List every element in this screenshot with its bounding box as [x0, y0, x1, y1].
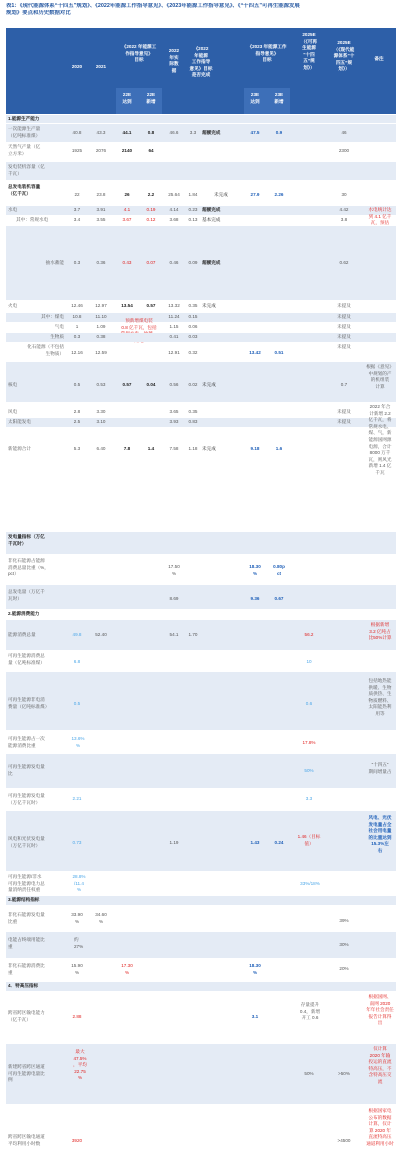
cell-u2-e25: 50% [304, 1071, 314, 1076]
cell-c3-e25: 0.6 [305, 701, 313, 706]
cell-t3-t22a: 17.30 % [121, 963, 133, 975]
cell-r16-t23a: 9.18 [250, 446, 260, 451]
row-label-wind: 风电 [8, 409, 18, 414]
cell-t3-2020: 15.90 % [71, 963, 83, 975]
cell-r11-2021: 0.38 [96, 334, 106, 339]
cell-r8-2020: 12.46 [71, 303, 83, 308]
cell-u2-remark: 仅计算 2020 年输 投运的直流 特高压，不 含特高压交 流 [368, 1046, 392, 1084]
header-2025e-modern: 2025E （《现代能 源体系“十 四五”规 划》） [333, 40, 355, 72]
header-done-2022: 《2022 年能源 工作指导 意见》目标 是否完成 [189, 46, 213, 78]
cell-r4-t22b: 2.2 [147, 192, 155, 197]
row-label-transmission-capacity: 跨省跨区输电能力 （亿千瓦） [8, 1010, 45, 1022]
cell-r10-e25b: 未提及 [337, 324, 351, 329]
cell-r6-a22b: 0.13 [188, 217, 198, 222]
cell-r12-2021: 12.59 [95, 350, 107, 355]
cell-u1-e25: 存量提升 0.4，新增 开工 0.6 [299, 1002, 321, 1021]
cell-g2-t23a: 9.36 [250, 596, 260, 601]
row-label-pumped-storage: 抽水蓄能 [45, 260, 64, 265]
cell-c3-remark: 包括地热能 供暖、生物 质供热、生 物质燃料、 太阳能热利 用等 [368, 678, 392, 716]
cell-r9-2020: 10.8 [72, 314, 82, 319]
cell-r12-a22b: 0.32 [188, 350, 198, 355]
cell-r16-done: 未完成 [202, 446, 216, 451]
cell-r16-t22a: 7.8 [123, 446, 131, 451]
cell-r9-a22b: 0.15 [188, 314, 198, 319]
cell-g1-a22: 17.50 % [168, 564, 180, 576]
row-label-renewable-gen: 可再生能源发电量 （万亿千瓦时） [8, 793, 45, 805]
cell-r13-remark: 根据《意见》 中规划的产 的机组装 计算 [366, 364, 394, 389]
cell-r7-2021: 0.36 [96, 260, 106, 265]
header-23e-add: 23E 新增 [274, 92, 284, 104]
cell-r4-2021: 23.8 [96, 192, 106, 197]
cell-u2-e25b: >50% [338, 1071, 350, 1076]
header-2020: 2020 [71, 64, 83, 69]
cell-c4-e25: 17.8% [302, 740, 316, 745]
cell-t1-2021: 34.60 % [95, 912, 107, 924]
row-label-new-energy-total: 新能源合计 [8, 446, 31, 451]
cell-c7-remark: 风电、光伏 发电量占全 社会用电量 的比重达到 15.3%左 右 [368, 815, 392, 853]
cell-c1-a22b: 1.70 [188, 632, 198, 637]
cell-r7-e25b: 0.62 [339, 260, 349, 265]
cell-c5-remark: “十四五” 期间增量占 [368, 762, 392, 774]
cell-r12-a22: 12.91 [168, 350, 180, 355]
cell-c8-2020: 28.8% /11.4 % [72, 874, 86, 893]
cell-r14-2021: 3.30 [96, 409, 106, 414]
cell-r1-t23a: 47.5 [250, 130, 260, 135]
cell-c7-t23a: 1.43 [250, 840, 260, 845]
cell-r16-t23b: 1.6 [275, 446, 283, 451]
row-label-nonfossil-consumption-share: 非化石能源消费比 重 [8, 963, 45, 975]
cell-r6-t22b: 0.12 [146, 217, 156, 222]
cell-r7-t22b: 0.07 [146, 260, 156, 265]
cell-r7-t22a: 0.43 [122, 260, 132, 265]
cell-t2-e25b: 30% [339, 942, 349, 947]
cell-c1-remark: 根据新增 3.2 亿吨占 比50%计算 [368, 622, 392, 641]
cell-r2-t22a: 2140 [121, 148, 133, 153]
cell-g1-t23b: 0.80p ct [273, 564, 285, 576]
row-label-renewable-consumption: 可再生能源消费总 量（亿吨标准煤） [8, 653, 45, 665]
header-2021: 2021 [95, 64, 107, 69]
cell-r13-2021: 0.53 [96, 382, 106, 387]
cell-u1-remark: 根据国网、 南网 2020 年年社会责任 报告计算得 出 [366, 994, 394, 1026]
cell-c1-e25: 56.2 [304, 632, 314, 637]
row-label-fossil: 化石能源（不包括 生物质） [27, 344, 64, 356]
row-label-renewable-nonpower: 可再生能源非电消 费量（亿吨标准煤） [8, 697, 50, 709]
cell-r8-done: 未完成 [202, 303, 216, 308]
cell-r8-e25b: 未提及 [337, 303, 351, 308]
cell-r13-e25b: 0.7 [340, 382, 348, 387]
cell-r6-done: 基本完成 [202, 217, 221, 222]
cell-r8-t22a: 13.54 [121, 303, 133, 308]
section-title-uhv: 4．特高压指标 [8, 983, 39, 988]
cell-c7-a22: 1.19 [169, 840, 179, 845]
cell-t3-t23a: 18.30 % [249, 963, 261, 975]
cell-r16-remark: 2022 年合 计新增 2.2 亿千瓦，将 常规水电、 煤、气，新 能源国网源 电源，合计 8000 万千 瓦，则风光 新增 1.4 亿 千瓦 [368, 404, 392, 475]
section-title-structure: 3.能源结构指标 [8, 897, 40, 902]
cell-r15-a22: 3.93 [169, 419, 179, 424]
cell-r1-2021: 43.3 [96, 130, 106, 135]
cell-t2-2020: 约 27% [74, 937, 84, 949]
cell-c4-2020: 13.6% % [71, 736, 85, 748]
cell-r4-t23b: 2.26 [274, 192, 284, 197]
cell-r15-2021: 3.10 [96, 419, 106, 424]
row-label-wind-solar-gen: 风电和光伏发电量 （万亿千瓦时） [8, 836, 45, 848]
cell-r1-a22: 46.6 [169, 130, 179, 135]
row-label-total-capacity: 总发电装机容量 （亿千瓦） [8, 184, 41, 196]
cell-r4-a22: 25.64 [168, 192, 180, 197]
cell-r10-2020: 1 [75, 324, 79, 329]
cell-c7-2020: 0.73 [72, 840, 82, 845]
row-label-energy-consumption: 能源消费总量 [8, 632, 36, 637]
cell-r2-t22b: 64 [148, 148, 154, 153]
cell-r14-e25b: 未提及 [337, 409, 351, 414]
cell-c7-t23b: 0.24 [274, 840, 284, 845]
cell-r8-a22b: 0.35 [188, 303, 198, 308]
cell-r5-t22a: 4.1 [123, 207, 131, 212]
section-title-production: 1.能源生产能力 [8, 116, 40, 121]
header-22e-reach: 22E 达到 [122, 92, 132, 104]
row-label-nonfossil-gen-share: 非化石能源发电量 比重 [8, 912, 45, 924]
table-title-line1: 表1：《现代能源体系“十四五”规划》、《2022年能源工作指导意见》、《2023年能源工作指导意见》、《“十四五”可再生能源发展 [6, 3, 300, 9]
row-label-solar: 太阳能发电 [8, 419, 31, 424]
cell-r16-2020: 5.3 [73, 446, 81, 451]
cell-r12-t23a: 13.42 [249, 350, 261, 355]
cell-t3-e25b: 20% [339, 966, 349, 971]
header-22e-add: 22E 新增 [146, 92, 156, 104]
cell-g2-a22: 8.69 [169, 596, 179, 601]
row-label-conventional-hydro: 其中：常规水电 [16, 217, 49, 222]
row-label-renewable-gen-share: 可再生能源发电量 比 [8, 764, 45, 776]
cell-r4-t22a: 26 [124, 192, 130, 197]
cell-c1-2020: 49.8 [72, 632, 82, 637]
header-target-2022: 《2022 年能源工 作指导意见》 目标 [121, 44, 157, 63]
cell-r14-2020: 2.8 [73, 409, 81, 414]
cell-r4-2020: 22 [74, 192, 80, 197]
cell-r5-a22b: 0.23 [188, 207, 198, 212]
row-label-consumption-weight: 可再生能源/非水 可再生能源电力总 量消纳责任权重 [8, 874, 45, 893]
cell-r1-2020: 40.8 [72, 130, 82, 135]
cell-r6-e25b: 3.8 [340, 217, 348, 222]
cell-r15-a22b: 0.83 [188, 419, 198, 424]
cell-r4-e25b: 30 [341, 192, 347, 197]
cell-r5-2021: 3.91 [96, 207, 106, 212]
cell-r13-t22a: 0.57 [122, 382, 132, 387]
cell-r12-e25b: 未提及 [337, 344, 351, 349]
cell-r16-a22b: 1.18 [188, 446, 198, 451]
cell-c6-2020: 2.21 [72, 796, 82, 801]
cell-r8-a22: 13.32 [168, 303, 180, 308]
cell-r7-2020: 0.3 [73, 260, 81, 265]
cell-r13-a22b: 0.02 [188, 382, 198, 387]
cell-r5-e25b: 4.42 [339, 207, 349, 212]
cell-r13-2020: 0.5 [73, 382, 81, 387]
row-label-channel-utilization: 跨省跨区输电通道 平均利用小时数 [8, 1134, 45, 1146]
cell-r5-2020: 3.7 [73, 207, 81, 212]
cell-r13-done: 未完成 [202, 382, 216, 387]
cell-r1-t22a: 44.1 [122, 130, 132, 135]
cell-r7-done: 超额完成 [202, 260, 221, 265]
cell-r4-t23a: 27.9 [250, 192, 260, 197]
cell-r1-e25b: 46 [341, 130, 347, 135]
cell-c8-e25: 33%/18% [300, 881, 320, 886]
cell-c3-2020: 0.5 [73, 701, 81, 706]
cell-r2-2021: 2076 [95, 148, 107, 153]
table-title-line2: 规划》要点和历史数据对比 [6, 10, 71, 16]
section-title-consumption: 2.能源消费能力 [8, 611, 40, 616]
cell-r13-a22: 0.56 [169, 382, 179, 387]
cell-c6-e25: 3.3 [305, 796, 313, 801]
section-title-generation: 发电量指标（万亿 千瓦时） [8, 534, 45, 546]
cell-c5-e25: 50% [304, 768, 314, 773]
cell-r15-2020: 2.5 [73, 419, 81, 424]
header-2025e-renewable: 2025E （《可再 生能源 “十四 五”规 划》） [300, 32, 318, 70]
row-label-installed-capacity: 发电装机容量（亿 千瓦） [8, 164, 45, 176]
cell-r15-e25b: 未提及 [337, 419, 351, 424]
row-label-total-generation: 总发电量（万亿千 瓦时） [8, 589, 45, 601]
cell-r1-t22b: 0.8 [147, 130, 155, 135]
row-label-primary-energy: 一次能源生产量 （亿吨标准煤） [8, 126, 41, 138]
cell-g1-t23a: 18.30 % [249, 564, 261, 576]
cell-r10-a22: 1.15 [169, 324, 179, 329]
cell-r9-note: 预新增煤电装 0.8 亿千瓦，包括 [121, 318, 157, 330]
row-label-electricity-share: 电能占终端用能比 重 [8, 937, 45, 949]
row-label-renewable-primary-share: 可再生能源占一次 能源消费比重 [8, 736, 45, 748]
row-label-new-channel-renewable: 新建跨省跨区通道 可再生能源电量比 例 [8, 1064, 45, 1083]
cell-c7-e25: 1.46（目标 值） [297, 834, 321, 846]
cell-r9-a22: 11.24 [168, 314, 180, 319]
cell-r7-a22b: 0.09 [188, 260, 198, 265]
cell-r4-a22b: 1.84 [188, 192, 198, 197]
cell-r4-done: 未完成 [214, 192, 228, 197]
cell-r1-done: 超额完成 [202, 130, 221, 135]
cell-t1-2020: 33.90 % [71, 912, 83, 924]
cell-u3-2020: 3920 [71, 1138, 83, 1143]
cell-r7-a22: 0.46 [169, 260, 179, 265]
cell-r2-2020: 1925 [71, 148, 83, 153]
header-actual-2022: 2022 年实 际数 据 [168, 48, 180, 73]
cell-r11-2020: 0.3 [73, 334, 81, 339]
cell-r11-a22: 0.41 [169, 334, 179, 339]
cell-r12-2020: 12.16 [71, 350, 83, 355]
cell-r11-e25b: 未提及 [337, 334, 351, 339]
row-label-biomass: 生物质 [50, 334, 64, 339]
row-label-nuclear: 核电 [8, 382, 18, 387]
row-label-coal: 其中：煤电 [41, 314, 64, 319]
cell-r1-a22b: 3.3 [189, 130, 197, 135]
cell-r16-t22b: 1.4 [147, 446, 155, 451]
cell-u3-e25b: >4500 [337, 1138, 351, 1143]
cell-c2-e25: 10 [306, 659, 312, 664]
cell-r6-2020: 3.4 [73, 217, 81, 222]
row-label-thermal: 火电 [8, 303, 18, 308]
cell-t1-e25b: 39% [339, 918, 349, 923]
cell-u1-2020: 2.88 [72, 1014, 82, 1019]
cell-u1-t23a: 3.1 [251, 1014, 259, 1019]
row-label-nonfossil-share: 非化石能源占能源 消费总量比重（%， pct） [8, 558, 49, 577]
cell-r11-a22b: 0.03 [188, 334, 198, 339]
cell-r16-2021: 6.40 [96, 446, 106, 451]
cell-g2-t23b: 0.67 [274, 596, 284, 601]
cell-r1-t23b: 0.9 [275, 130, 283, 135]
cell-r10-2021: 1.09 [96, 324, 106, 329]
cell-r5-a22: 4.14 [169, 207, 179, 212]
header-remark: 备注 [374, 56, 384, 61]
cell-r12-t23b: 0.51 [274, 350, 284, 355]
cell-r5-t22b: 0.19 [146, 207, 156, 212]
cell-r14-a22: 3.65 [169, 409, 179, 414]
cell-r14-a22b: 0.35 [188, 409, 198, 414]
cell-r8-2021: 12.97 [95, 303, 107, 308]
header-23e-reach: 23E 达到 [250, 92, 260, 104]
cell-c2-2020: 6.8 [73, 659, 81, 664]
cell-c1-a22: 54.1 [169, 632, 179, 637]
row-label-gas-power: 气电 [54, 324, 64, 329]
cell-r13-t22b: 0.04 [146, 382, 156, 387]
cell-r6-2021: 3.55 [96, 217, 106, 222]
cell-r2-e25b: 2300 [338, 148, 350, 153]
cell-r6-t22a: 3.67 [122, 217, 132, 222]
cell-u2-2020: 最大 47.5% ，平均 22.75 % [73, 1049, 87, 1081]
cell-r9-e25b: 未提及 [337, 314, 351, 319]
cell-r6-a22: 3.68 [169, 217, 179, 222]
header-target-2023: 《2023 年能源工作 指导意见》 目标 [247, 44, 287, 63]
cell-r16-a22: 7.58 [169, 446, 179, 451]
cell-u3-remark: 根据国家电 公布的数据 计算，仅计 算 2020 年 直流特高压 通道利用小时 [366, 1108, 394, 1146]
cell-r8-t22b: 0.57 [146, 303, 156, 308]
row-label-natural-gas: 天然气产量（亿 立方米） [8, 144, 41, 156]
cell-r10-a22b: 0.06 [188, 324, 198, 329]
cell-c1-2021: 52.40 [95, 632, 107, 637]
cell-r5-done: 超额完成 [202, 207, 221, 212]
cell-r5-remark: 水电统计达 到 4.1 亿千 瓦，预估 [368, 207, 392, 226]
row-label-hydro: 水电 [8, 207, 18, 212]
cell-r9-2021: 11.10 [95, 314, 107, 319]
